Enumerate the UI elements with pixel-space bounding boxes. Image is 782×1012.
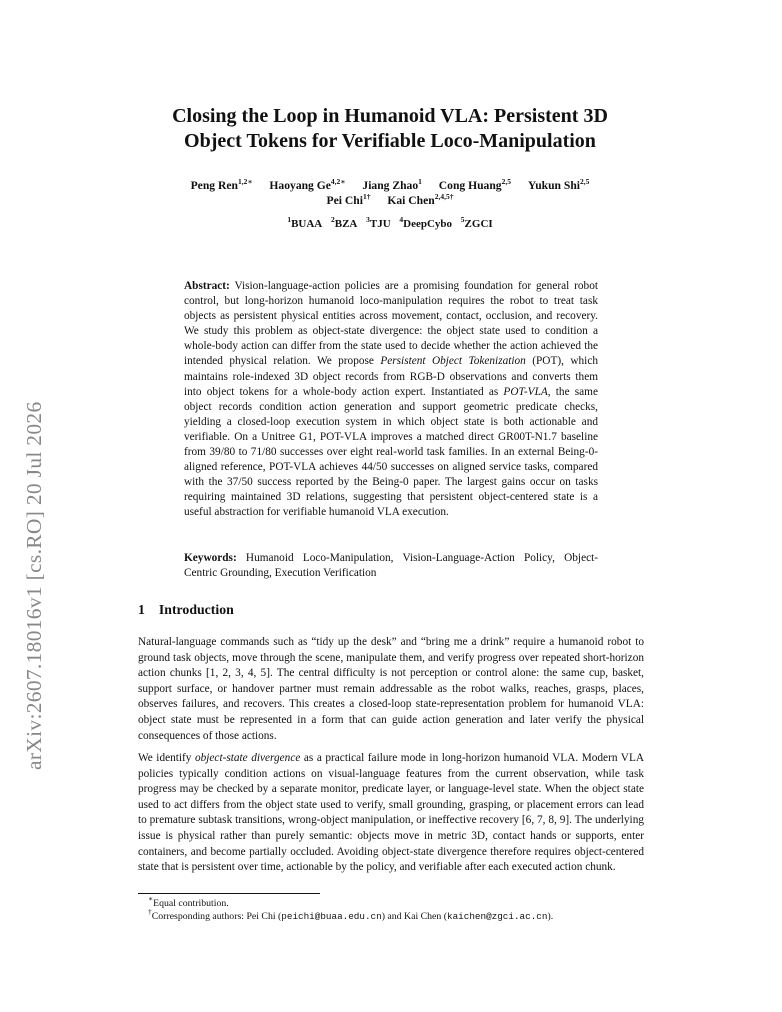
section-title: Introduction (158, 602, 234, 617)
author (191, 179, 253, 192)
footnote-text: Corresponding authors: Pei Chi ( (151, 911, 282, 922)
author-row-1 (140, 178, 640, 193)
footnote-text: ). (547, 911, 554, 922)
abstract-text: , the same object records condition action generation and support geometric predicate checks, yielding a closed-loop execution system in which object state is both actionable and verifiable. On a Unitree G1, POT-VLA improves a matched direct GR00T-N1.7 baseline from 39/80 to 71/80 successes over eight real-world task families. In an external Being-0-aligned reference, POT-VLA achieves 44/50 successes on aligned service tasks, compared with the 37/50 success reported by the Being-0 paper. The largest gains occur on tasks requiring maintained 3D relations, suggesting that persistent object-centered state is a useful abstraction for verifiable humanoid VLA execution. (184, 385, 598, 519)
abstract-label: Abstract: (184, 280, 230, 292)
author (362, 179, 421, 192)
affiliation (399, 215, 453, 230)
affiliation-name: TJU (369, 218, 391, 230)
author-name: Kai Chen (387, 194, 435, 207)
author-name: Haoyang Ge (269, 179, 331, 192)
affiliation-name: BZA (334, 218, 358, 230)
footnote-text: Equal contribution. (153, 898, 229, 909)
email-link[interactable]: peichi@buaa.edu.cn (281, 911, 382, 922)
abstract (184, 279, 598, 521)
affiliation (331, 215, 358, 230)
paragraph-text: We identify (138, 752, 195, 764)
section-heading (138, 602, 234, 618)
keywords-label: Keywords: (184, 552, 237, 564)
author-affil-sup: 1† (362, 192, 371, 201)
author (528, 179, 590, 192)
keywords (184, 551, 598, 581)
paragraph-text: as a practical failure mode in long-horizon humanoid VLA. Modern VLA policies typically condition actions on visual-language features from the current observation, while task progress may be checked by a separate monitor, predicate layer, or language-level state. When the object state used to act differs from the object state used to verify, small grounding, grasping, or placement errors can lead to premature subtask transitions, wrong-object manipulation, or ineffective recovery [6, 7, 8, 9]. The underlying issue is physical rather than purely semantic: objects move in metric 3D, contact hands or supports, enter containers, and become partially occluded. Avoiding object-state divergence therefore requires object-centered state that is persistent over time, actionable by the policy, and verifiable after each executed action chunk. (138, 752, 645, 874)
affiliation-name: ZGCI (464, 218, 493, 230)
abstract-text: (POT), which maintains role-indexed 3D object records from RGB-D observations and converts them into object tokens for a whole-body action expert. Instantiated as (184, 355, 598, 398)
author (269, 179, 345, 192)
abstract-emphasis: Persistent Object Tokenization (380, 355, 526, 368)
title-line-1: Closing the Loop in Humanoid VLA: Persistent 3D (172, 105, 608, 127)
affiliation (460, 215, 493, 230)
affiliation-name: BUAA (291, 218, 323, 230)
abstract-emphasis: POT-VLA (503, 385, 548, 398)
affiliation-number: 4 (399, 215, 404, 224)
footnote-corresponding (148, 907, 554, 923)
author-affil-sup: 1 (418, 177, 422, 186)
arxiv-stamp: arXiv:2607.18016v1 [cs.RO] 20 Jul 2026 (22, 401, 46, 770)
author-name: Peng Ren (190, 179, 238, 192)
author (327, 194, 371, 207)
affiliation (287, 215, 323, 230)
paper-title (100, 104, 680, 154)
section-number: 1 (138, 602, 145, 617)
author-name: Yukun Shi (527, 179, 581, 192)
author (439, 179, 511, 192)
intro-paragraph-1: Natural-language commands such as “tidy up the desk” and “bring me a drink” require a humanoid robot to ground task objects, move through the scene, manipulate them, and verify progress over repeated short-horizon action chunks [1, 2, 3, 4, 5]. The central difficulty is not perception or control alone: the same cup, basket, support surface, or handover partner must remain addressable as the robot walks, reaches, grasps, places, observes failures, and recovers. This creates a closed-loop state-representation problem for humanoid VLA: object state must be represented in a form that can guide action generation and later verify the physical consequences of those actions. (138, 636, 644, 742)
author-affil-sup: 4,2∗ (330, 177, 346, 186)
affiliation-list (140, 215, 640, 230)
title-line-2: Object Tokens for Verifiable Loco-Manipulation (184, 130, 596, 152)
intro-paragraph-2 (138, 751, 644, 876)
affiliation-number: 5 (460, 215, 465, 224)
footnote-equal-contribution (148, 894, 229, 910)
affiliation-name: DeepCybo (403, 218, 453, 230)
author (387, 194, 453, 207)
abstract-text: Vision-language-action policies are a promising foundation for general robot control, but long-horizon humanoid loco-manipulation requires the robot to treat task objects as persistent physical entities across movement, contact, occlusion, and recovery. We study this problem as object-state divergence: the object state used to condition a whole-body action can differ from the state used to decide whether the action achieved the intended physical relation. We propose (184, 280, 598, 368)
author-name: Pei Chi (326, 194, 363, 207)
author-name: Cong Huang (438, 179, 502, 192)
author-row-2 (140, 193, 640, 208)
footnote-divider (138, 893, 320, 894)
affiliation-number: 1 (287, 215, 292, 224)
paragraph-emphasis: object-state divergence (194, 752, 301, 764)
footnote-symbol: † (148, 907, 152, 916)
author-name: Jiang Zhao (362, 179, 419, 192)
keywords-text: Humanoid Loco-Manipulation, Vision-Language-Action Policy, Object-Centric Grounding, Execution Verification (184, 552, 598, 580)
author-list (140, 178, 640, 208)
author-affil-sup: 2,4,5† (434, 192, 454, 201)
author-affil-sup: 1,2∗ (237, 177, 253, 186)
footnote-text: ) and Kai Chen ( (381, 911, 448, 922)
affiliation-number: 3 (366, 215, 370, 224)
footnote-symbol: ∗ (148, 894, 154, 903)
author-affil-sup: 2,5 (580, 177, 590, 186)
email-link[interactable]: kaichen@zgci.ac.cn (447, 911, 548, 922)
affiliation (366, 215, 391, 230)
author-affil-sup: 2,5 (501, 177, 511, 186)
affiliation-number: 2 (331, 215, 335, 224)
